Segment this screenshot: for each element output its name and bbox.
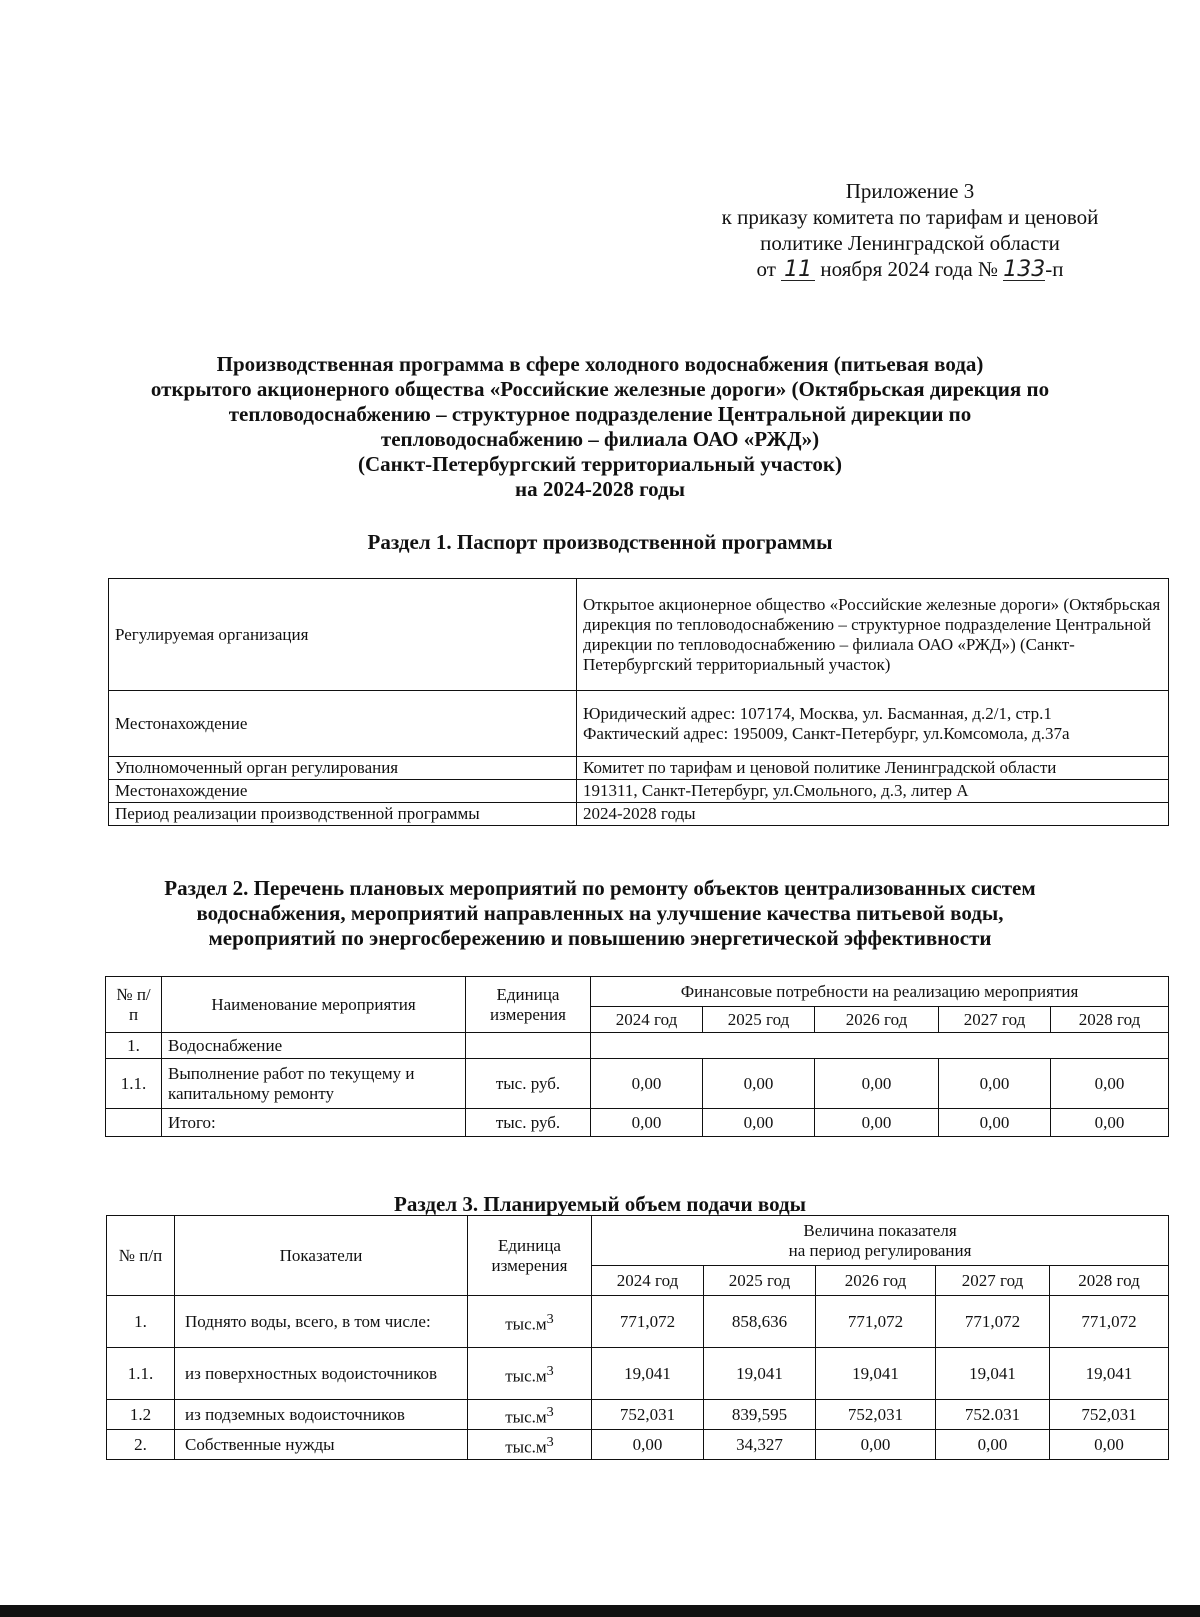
title-line-5: (Санкт-Петербургский территориальный участок) <box>357 452 843 476</box>
row-name: Поднято воды, всего, в том числе: <box>175 1296 468 1348</box>
row-value: 0,00 <box>815 1109 939 1137</box>
row-num: 1. <box>107 1296 175 1348</box>
title-line-1: Производственная программа в сфере холодного водоснабжения (питьевая вода) <box>216 352 984 376</box>
passport-value: Комитет по тарифам и ценовой политике Ленинградской области <box>577 757 1169 780</box>
document-title <box>100 352 1100 502</box>
row-value: 0,00 <box>592 1430 704 1460</box>
row-value: 858,636 <box>704 1296 816 1348</box>
section2-title-line-1: Раздел 2. Перечень плановых мероприятий по ремонту объектов централизованных систем <box>164 876 1036 900</box>
order-reference: к приказу комитета по тарифам и ценовой <box>721 205 1099 229</box>
row-value: 19,041 <box>592 1348 704 1400</box>
row-name: Выполнение работ по текущему и капитальному ремонту <box>162 1059 466 1109</box>
column-header-unit: Единица измерения <box>468 1216 592 1296</box>
unit-base: тыс.м <box>505 1314 547 1334</box>
row-value: 19,041 <box>1050 1348 1169 1400</box>
column-header-year: 2025 год <box>703 1007 815 1033</box>
unit-sup: 3 <box>546 1403 554 1420</box>
column-header-year: 2027 год <box>936 1266 1050 1296</box>
passport-value: 2024-2028 годы <box>577 803 1169 826</box>
legal-address: Юридический адрес: 107174, Москва, ул. Басманная, д.2/1, стр.1 <box>583 703 1052 723</box>
column-header-unit: Единица измерения <box>466 977 591 1033</box>
row-unit <box>466 1033 591 1059</box>
row-value: 19,041 <box>816 1348 936 1400</box>
table-row <box>107 1400 1169 1430</box>
column-header-year: 2028 год <box>1050 1266 1169 1296</box>
section2-title-line-2: водоснабжения, мероприятий направленных на улучшение качества питьевой воды, <box>196 901 1004 925</box>
row-name: из подземных водоисточников <box>175 1400 468 1430</box>
title-line-6: на 2024-2028 годы <box>514 477 686 501</box>
table-row <box>106 1059 1169 1109</box>
actual-address: Фактический адрес: 195009, Санкт-Петербург, ул.Комсомола, д.37а <box>583 723 1070 743</box>
committee-name: политике Ленинградской области <box>760 231 1060 255</box>
column-header-year: 2028 год <box>1051 1007 1169 1033</box>
handwritten-order-number: 133 <box>1003 257 1046 282</box>
section2-title <box>100 876 1100 951</box>
column-header-num: № п/п <box>107 1216 175 1296</box>
water-supply-volume-table <box>106 1215 1169 1460</box>
table-row <box>109 757 1169 780</box>
row-value: 0,00 <box>703 1059 815 1109</box>
passport-table <box>108 578 1169 826</box>
column-header-num: № п/п <box>106 977 162 1033</box>
row-value: 752,031 <box>592 1400 704 1430</box>
row-name: Собственные нужды <box>175 1430 468 1460</box>
table-row <box>109 803 1169 826</box>
row-value: 771,072 <box>816 1296 936 1348</box>
row-value: 752,031 <box>816 1400 936 1430</box>
order-suffix: -п <box>1045 257 1064 281</box>
row-num: 1.1. <box>107 1348 175 1400</box>
row-value: 771,072 <box>1050 1296 1169 1348</box>
row-value: 752,031 <box>1050 1400 1169 1430</box>
unit-sup: 3 <box>546 1362 554 1379</box>
row-value: 0,00 <box>703 1109 815 1137</box>
unit-base: тыс.м <box>505 1366 547 1386</box>
column-header-year: 2025 год <box>704 1266 816 1296</box>
date-prefix: от <box>756 257 776 281</box>
handwritten-day: 11 <box>781 260 815 281</box>
row-unit: тыс. руб. <box>466 1059 591 1109</box>
passport-label: Местонахождение <box>109 780 577 803</box>
table-row <box>109 579 1169 691</box>
table-row <box>109 691 1169 757</box>
column-header-year: 2024 год <box>592 1266 704 1296</box>
unit-sup: 3 <box>546 1310 554 1327</box>
table-row <box>106 1033 1169 1059</box>
title-line-3: тепловодоснабжению – структурное подразделение Центральной дирекции по <box>228 402 972 426</box>
row-num: 1.2 <box>107 1400 175 1430</box>
row-num: 1.1. <box>106 1059 162 1109</box>
row-name: Водоснабжение <box>162 1033 466 1059</box>
passport-value: Открытое акционерное общество «Российские железные дороги» (Октябрьская дирекция по тепловодоснабжению – структурное подразделение Центральной дирекции по тепловодоснабжению – филиала ОАО «РЖД») (Санкт-Петербургский территориальный участок) <box>577 579 1169 691</box>
row-name: Итого: <box>162 1109 466 1137</box>
row-value: 839,595 <box>704 1400 816 1430</box>
row-value: 0,00 <box>939 1059 1051 1109</box>
appendix-label: Приложение 3 <box>845 179 975 203</box>
section3-title <box>100 1192 1100 1217</box>
column-header-year: 2026 год <box>815 1007 939 1033</box>
column-header-year: 2027 год <box>939 1007 1051 1033</box>
row-value: 0,00 <box>936 1430 1050 1460</box>
section2-title-line-3: мероприятий по энергосбережению и повышению энергетической эффективности <box>208 926 992 950</box>
row-value: 0,00 <box>939 1109 1051 1137</box>
row-value: 19,041 <box>936 1348 1050 1400</box>
row-value: 771,072 <box>936 1296 1050 1348</box>
row-value: 34,327 <box>704 1430 816 1460</box>
row-value: 0,00 <box>816 1430 936 1460</box>
row-empty <box>591 1033 1169 1059</box>
passport-label: Регулируемая организация <box>109 579 577 691</box>
row-value: 0,00 <box>591 1059 703 1109</box>
row-value: 771,072 <box>592 1296 704 1348</box>
passport-label: Период реализации производственной программы <box>109 803 577 826</box>
unit-base: тыс.м <box>505 1437 547 1457</box>
passport-label: Местонахождение <box>109 691 577 757</box>
row-value: 19,041 <box>704 1348 816 1400</box>
row-num: 2. <box>107 1430 175 1460</box>
table-header-row <box>106 977 1169 1007</box>
passport-label: Уполномоченный орган регулирования <box>109 757 577 780</box>
column-header-name: Показатели <box>175 1216 468 1296</box>
table-row <box>107 1430 1169 1460</box>
section1-title <box>100 530 1100 555</box>
title-line-2: открытого акционерного общества «Российские железные дороги» (Октябрьская дирекция по <box>150 377 1050 401</box>
unit-sup: 3 <box>546 1433 554 1450</box>
row-value: 752.031 <box>936 1400 1050 1430</box>
column-header-year: 2026 год <box>816 1266 936 1296</box>
row-value: 0,00 <box>1051 1109 1169 1137</box>
table-row <box>107 1296 1169 1348</box>
table-header-row <box>107 1216 1169 1266</box>
table-row <box>106 1109 1169 1137</box>
row-unit: тыс. руб. <box>466 1109 591 1137</box>
row-value: 0,00 <box>815 1059 939 1109</box>
row-value: 0,00 <box>591 1109 703 1137</box>
title-line-4: тепловодоснабжению – филиала ОАО «РЖД») <box>380 427 820 451</box>
repair-measures-table <box>105 976 1169 1137</box>
row-num <box>106 1109 162 1137</box>
scan-edge-bar <box>0 1605 1200 1617</box>
section3-title-text: Раздел 3. Планируемый объем подачи воды <box>394 1192 806 1216</box>
column-header-value <box>592 1216 1169 1266</box>
column-header-value-line-1: Величина показателя <box>803 1220 957 1240</box>
section1-title-text: Раздел 1. Паспорт производственной программы <box>367 530 833 554</box>
row-unit <box>468 1400 592 1430</box>
passport-value <box>577 691 1169 757</box>
table-row <box>109 780 1169 803</box>
approval-block <box>690 178 1130 282</box>
row-unit <box>468 1296 592 1348</box>
unit-base: тыс.м <box>505 1407 547 1427</box>
column-header-name: Наименование мероприятия <box>162 977 466 1033</box>
row-unit <box>468 1348 592 1400</box>
row-unit <box>468 1430 592 1460</box>
order-date-line <box>690 256 1130 282</box>
passport-value: 191311, Санкт-Петербург, ул.Смольного, д.3, литер А <box>577 780 1169 803</box>
date-rest: ноября 2024 года № <box>820 257 999 281</box>
column-header-finance: Финансовые потребности на реализацию мероприятия <box>591 977 1169 1007</box>
row-value: 0,00 <box>1051 1059 1169 1109</box>
row-value: 0,00 <box>1050 1430 1169 1460</box>
row-num: 1. <box>106 1033 162 1059</box>
row-name: из поверхностных водоисточников <box>175 1348 468 1400</box>
column-header-year: 2024 год <box>591 1007 703 1033</box>
table-row <box>107 1348 1169 1400</box>
column-header-value-line-2: на период регулирования <box>788 1240 972 1260</box>
